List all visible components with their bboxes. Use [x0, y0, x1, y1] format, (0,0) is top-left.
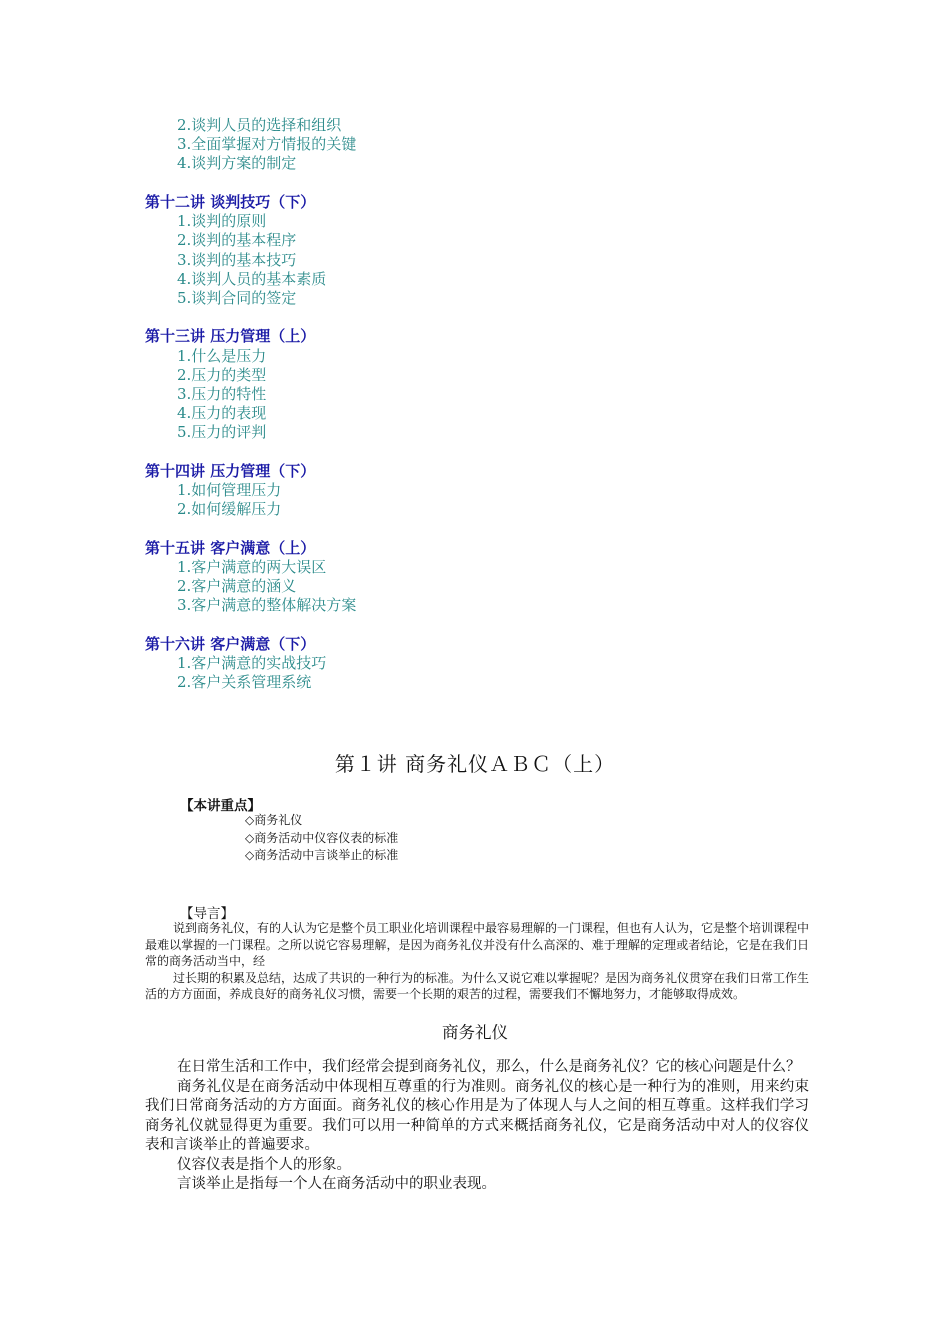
key-point: ◇商务活动中仪容仪表的标准: [245, 830, 399, 845]
intro-heading: 【导言】: [180, 906, 234, 922]
toc-section-15: [145, 539, 845, 616]
toc-item: 1.客户满意的实战技巧: [177, 654, 327, 673]
toc-item: 3.全面掌握对方情报的关键: [177, 135, 357, 154]
key-point: ◇商务礼仪: [245, 813, 303, 827]
toc-item: 4.压力的表现: [177, 404, 267, 423]
toc-section-12: [145, 193, 845, 309]
toc-item: 4.谈判方案的制定: [177, 154, 297, 173]
body-paragraph: 言谈举止是指每一个人在商务活动中的职业表现。: [177, 1176, 496, 1192]
body-paragraph: 在日常生活和工作中，我们经常会提到商务礼仪，那么，什么是商务礼仪？它的核心问题是什么？: [177, 1059, 801, 1075]
key-point: ◇商务活动中言谈举止的标准: [245, 848, 399, 862]
toc-item: 1.什么是压力: [177, 346, 267, 365]
toc-section-14: [145, 462, 845, 520]
toc-item: 1.如何管理压力: [177, 481, 282, 500]
toc-item: 3.压力的特性: [177, 385, 267, 404]
toc-item: 5.压力的评判: [177, 423, 267, 442]
toc-item: 2.客户满意的涵义: [177, 577, 297, 596]
toc-item: 2.客户关系管理系统: [177, 673, 312, 692]
key-points-heading: 【本讲重点】: [180, 798, 261, 814]
toc-item: 3.谈判的基本技巧: [177, 250, 297, 269]
toc-item: 2.如何缓解压力: [177, 500, 282, 519]
table-of-contents: [145, 116, 845, 693]
intro-paragraph: 说到商务礼仪，有的人认为它是整个员工职业化培训课程中最容易理解的一门课程，但也有人认为，它是整个培训课程中最难以掌握的一门课程。之所以说它容易理解，是因为商务礼仪并没有什么高深的、难于理解的定理或者结论，它是在我们日常的商务活动当中，经: [145, 921, 810, 969]
body-text: [145, 1058, 809, 1195]
body-paragraph: 商务礼仪是在商务活动中体现相互尊重的行为准则。商务礼仪的核心是一种行为的准则，用来约束我们日常商务活动的方方面面。商务礼仪的核心作用是为了体现人与人之间的相互尊重。这样我们学习商务礼仪就显得更为重要。我们可以用一种简单的方式来概括商务礼仪，它是商务活动中对人的仪容仪表和言谈举止的普遍要求。: [145, 1078, 809, 1153]
toc-item: 4.谈判人员的基本素质: [177, 269, 327, 288]
lecture-title: 第１讲 商务礼仪ＡＢＣ（上）: [334, 752, 616, 776]
toc-heading: 第十二讲 谈判技巧（下）: [145, 192, 316, 211]
toc-section-13: [145, 327, 845, 443]
toc-item: 1.客户满意的两大误区: [177, 558, 327, 577]
toc-heading: 第十六讲 客户满意（下）: [145, 634, 316, 653]
toc-item: 5.谈判合同的签定: [177, 288, 297, 307]
toc-item: 3.客户满意的整体解决方案: [177, 596, 357, 615]
key-points-list: [245, 812, 398, 865]
body-paragraph: 仪容仪表是指个人的形象。: [177, 1156, 351, 1173]
toc-heading: 第十三讲 压力管理（上）: [145, 327, 316, 346]
intro-text: [145, 920, 809, 1003]
toc-heading: 第十五讲 客户满意（上）: [145, 538, 316, 557]
section-title: 商务礼仪: [442, 1023, 508, 1042]
toc-item: 2.压力的类型: [177, 365, 267, 384]
toc-section-16: [145, 635, 845, 693]
toc-heading: 第十四讲 压力管理（下）: [145, 461, 316, 480]
toc-item: 1.谈判的原则: [177, 212, 267, 231]
intro-paragraph: 过长期的积累及总结，达成了共识的一种行为的标准。为什么又说它难以掌握呢？是因为商务礼仪贯穿在我们日常工作生活的方方面面，养成良好的商务礼仪习惯，需要一个长期的艰苦的过程，需要我们不懈地努力，才能够取得成效。: [145, 970, 810, 1002]
toc-continuation: [145, 116, 845, 174]
toc-item: 2.谈判人员的选择和组织: [177, 116, 342, 134]
toc-item: 2.谈判的基本程序: [177, 231, 297, 250]
